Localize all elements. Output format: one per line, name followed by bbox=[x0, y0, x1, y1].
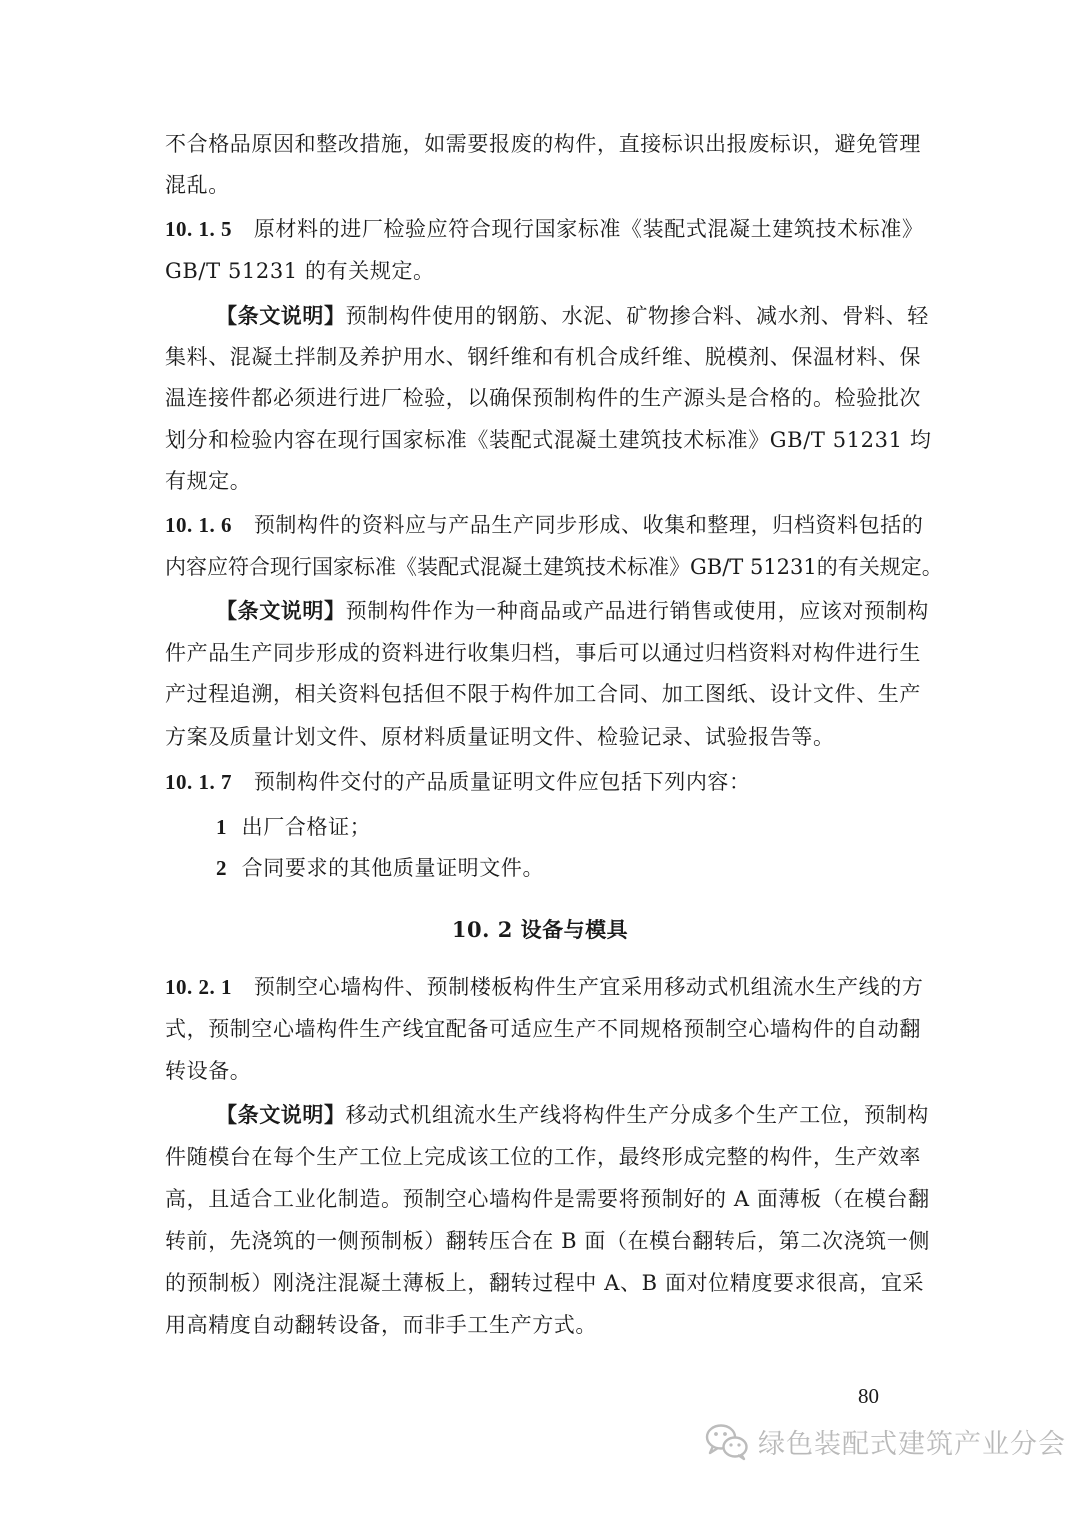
wechat-icon bbox=[704, 1421, 750, 1461]
note-text: 移动式机组流水生产线将构件生产分成多个生产工位，预制构 bbox=[345, 1103, 929, 1127]
clause-text: 预制空心墙构件、预制楼板构件生产宜采用移动式机组流水生产线的方 bbox=[253, 975, 924, 999]
text-line: 不合格品原因和整改措施，如需要报废的构件，直接标识出报废标识，避免管理 bbox=[165, 132, 921, 156]
note-text: 预制构件作为一种商品或产品进行销售或使用，应该对预制构 bbox=[345, 599, 929, 623]
note-label: 【条文说明】 bbox=[216, 1102, 346, 1127]
section-heading: 10. 2 设备与模具 bbox=[451, 917, 629, 942]
text-line: 式，预制空心墙构件生产线宜配备可适应生产不同规格预制空心墙构件的自动翻 bbox=[165, 1017, 921, 1041]
text-line: 件随模台在每个生产工位上完成该工位的工作，最终形成完整的构件，生产效率 bbox=[165, 1145, 921, 1169]
text-line: 件产品生产同步形成的资料进行收集归档，事后可以通过归档资料对构件进行生 bbox=[165, 641, 921, 665]
text-line: 有规定。 bbox=[165, 469, 252, 493]
clause-number: 10. 1. 7 bbox=[165, 770, 232, 794]
clause-10-1-6 bbox=[165, 510, 924, 540]
text-line: 划分和检验内容在现行国家标准《装配式混凝土建筑技术标准》GB/T 51231 均 bbox=[165, 428, 932, 452]
list-item bbox=[216, 812, 915, 842]
text-line: 混乱。 bbox=[165, 173, 230, 197]
clause-text: 原材料的进厂检验应符合现行国家标准《装配式混凝土建筑技术标准》 bbox=[253, 217, 924, 241]
note-10-1-6 bbox=[216, 596, 929, 626]
text-line: 内容应符合现行国家标准《装配式混凝土建筑技术标准》GB/T 51231的有关规定。 bbox=[165, 555, 943, 579]
note-label: 【条文说明】 bbox=[216, 303, 346, 328]
text-line: 转设备。 bbox=[165, 1059, 252, 1083]
text-line: 产过程追溯，相关资料包括但不限于构件加工合同、加工图纸、设计文件、生产 bbox=[165, 682, 921, 706]
note-10-2-1 bbox=[216, 1100, 929, 1130]
text-line: 的预制板）刚浇注混凝土薄板上，翻转过程中 A、B 面对位精度要求很高，宜采 bbox=[165, 1271, 925, 1295]
clause-number: 10. 2. 1 bbox=[165, 975, 232, 999]
watermark-text: 绿色装配式建筑产业分会 bbox=[758, 1428, 1066, 1460]
note-10-1-5 bbox=[216, 301, 929, 331]
clause-number: 10. 1. 6 bbox=[165, 513, 232, 537]
clause-text: 预制构件的资料应与产品生产同步形成、收集和整理，归档资料包括的 bbox=[253, 513, 924, 537]
text-line: 集料、混凝土拌制及养护用水、钢纤维和有机合成纤维、脱模剂、保温材料、保 bbox=[165, 345, 921, 369]
list-text: 出厂合格证； bbox=[241, 815, 372, 839]
text-line: GB/T 51231 的有关规定。 bbox=[165, 259, 435, 283]
list-text: 合同要求的其他质量证明文件。 bbox=[241, 856, 545, 880]
note-text: 预制构件使用的钢筋、水泥、矿物掺合料、减水剂、骨料、轻 bbox=[345, 304, 929, 328]
watermark bbox=[704, 1416, 1066, 1466]
text-line: 高，且适合工业化制造。预制空心墙构件是需要将预制好的 A 面薄板（在模台翻 bbox=[165, 1187, 930, 1211]
clause-10-2-1 bbox=[165, 972, 924, 1002]
clause-text: 预制构件交付的产品质量证明文件应包括下列内容： bbox=[253, 770, 751, 794]
text-line: 温连接件都必须进行进厂检验，以确保预制构件的生产源头是合格的。检验批次 bbox=[165, 386, 921, 410]
note-label: 【条文说明】 bbox=[216, 598, 346, 623]
clause-number: 10. 1. 5 bbox=[165, 217, 232, 241]
text-line: 转前，先浇筑的一侧预制板）翻转压合在 B 面（在模台翻转后，第二次浇筑一侧 bbox=[165, 1229, 930, 1253]
text-line: 用高精度自动翻转设备，而非手工生产方式。 bbox=[165, 1313, 597, 1337]
list-number: 2 bbox=[216, 856, 228, 880]
text-line: 方案及质量计划文件、原材料质量证明文件、检验记录、试验报告等。 bbox=[165, 725, 835, 749]
clause-10-1-5 bbox=[165, 214, 924, 244]
list-number: 1 bbox=[216, 815, 228, 839]
page-number: 80 bbox=[858, 1384, 879, 1408]
clause-10-1-7 bbox=[165, 767, 915, 797]
list-item bbox=[216, 853, 915, 883]
